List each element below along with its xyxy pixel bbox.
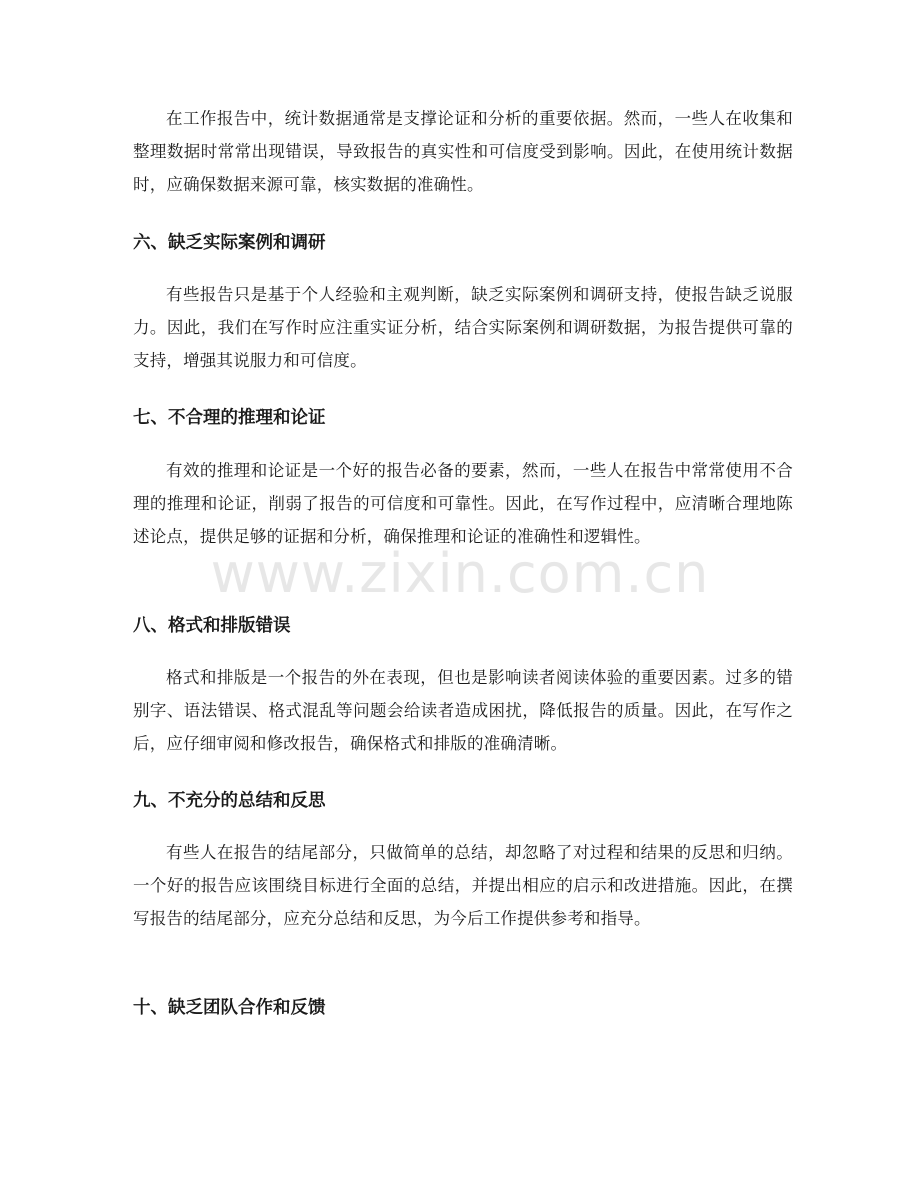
heading-section-6: 六、缺乏实际案例和调研 <box>133 233 326 253</box>
heading-section-7: 七、不合理的推理和论证 <box>133 408 326 428</box>
heading-section-10: 十、缺乏团队合作和反馈 <box>133 998 326 1018</box>
paragraph-summary: 有些人在报告的结尾部分，只做简单的总结，却忽略了对过程和结果的反思和归纳。一个好的报告应该围绕目标进行全面的总结，并提出相应的启示和改进措施。因此，在撰写报告的结尾部分，应充分总结和反思，为今后工作提供参考和指导。 <box>133 843 793 928</box>
watermark-text: www.zixin.com.cn <box>210 542 710 605</box>
heading-section-8: 八、格式和排版错误 <box>133 616 291 636</box>
heading-section-9: 九、不充分的总结和反思 <box>133 791 326 811</box>
paragraph-formatting: 格式和排版是一个报告的外在表现，但也是影响读者阅读体验的重要因素。过多的错别字、语法错误、格式混乱等问题会给读者造成困扰，降低报告的质量。因此，在写作之后，应仔细审阅和修改报告，确保格式和排版的准确清晰。 <box>133 668 793 753</box>
paragraph-statistics: 在工作报告中，统计数据通常是支撑论证和分析的重要依据。然而，一些人在收集和整理数据时常常出现错误，导致报告的真实性和可信度受到影响。因此，在使用统计数据时，应确保数据来源可靠，核实数据的准确性。 <box>133 109 793 194</box>
paragraph-reasoning: 有效的推理和论证是一个好的报告必备的要素，然而，一些人在报告中常常使用不合理的推理和论证，削弱了报告的可信度和可靠性。因此，在写作过程中，应清晰合理地陈述论点，提供足够的证据和分析，确保推理和论证的准确性和逻辑性。 <box>133 461 793 546</box>
paragraph-case-studies: 有些报告只是基于个人经验和主观判断，缺乏实际案例和调研支持，使报告缺乏说服力。因此，我们在写作时应注重实证分析，结合实际案例和调研数据，为报告提供可靠的支持，增强其说服力和可信度。 <box>133 285 793 370</box>
